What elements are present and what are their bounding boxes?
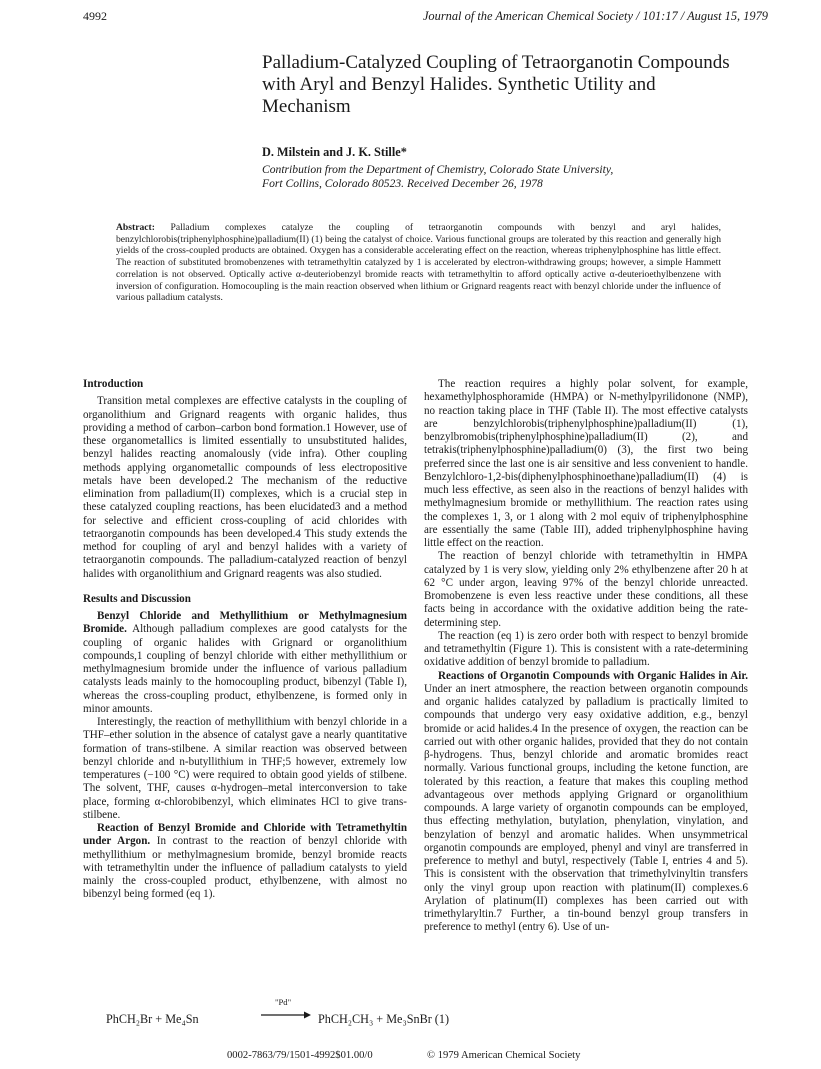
left-paragraph-3: Interestingly, the reaction of methyllithium with benzyl chloride in a THF–ether solution in the absence of catalyst gave a nearly quantitative formation of trans-stilbene. A similar reaction was observed between benzyl chloride and n-butyllithium in THF;5 however, extremely low temperatures (−100 °C) were required to obtain good yields of stilbene. The solvent, THF, causes α-hydrogen–metal interconversion to take place, forming α-chlorobibenzyl, which eliminates HCl to give trans-stilbene.	[83, 716, 407, 821]
affiliation-line-1: Contribution from the Department of Chemistry, Colorado State University,	[262, 163, 614, 176]
intro-paragraph: Transition metal complexes are effective catalysts in the coupling of organolithium and Grignard reagents with organic halides, thus providing a method of carbon–carbon bond formation.1 However, use of these organometallics is limited essentially to unsubstituted halides, benzyl halides reacting anomalously (vide infra). Other coupling methods applying organometallic compounds of less electropositive metals have been developed.2 The mechanism of the reductive elimination from palladium(II) complexes, which is a crucial step in these catalyzed coupling reactions, has been elucidated3 and a method for selective and efficient cross-coupling of acid chlorides with tetraorganotin compounds has been developed.4 This study extends the method for coupling of aryl and benzyl halides with a variety of tetraorganotin compounds. The palladium-catalyzed reaction of benzyl halides with organolithium and Grignard reagents was also studied.	[83, 395, 407, 580]
article-title: Palladium-Catalyzed Coupling of Tetraorganotin Compounds with Aryl and Benzyl Halides. Synthetic Utility and Mechanism	[262, 52, 730, 117]
equation-products: PhCH₂CH₃ + Me₃SnBr (1)	[318, 1012, 450, 1026]
left-column	[83, 378, 407, 902]
journal-header: Journal of the American Chemical Society / 101:17 / August 15, 1979	[422, 9, 768, 23]
paragraph-text: Although palladium complexes are good catalysts for the coupling of organic halides with Grignard or organolithium compounds,1 coupling of benzyl chloride with either methyllithium or methylmagnesium bromide under the influence of various palladium catalysts leads mainly to the homocoupling product, bibenzyl (Table I), whereas the cross-coupling product, ethylbenzene, is formed only in minor amounts.	[83, 623, 407, 715]
right-paragraph-3: The reaction (eq 1) is zero order both with respect to benzyl bromide and tetramethyltin (Figure 1). This is consistent with a rate-determining oxidative addition of benzyl bromide to palladium.	[424, 629, 748, 669]
run-in-heading: Reactions of Organotin Compounds with Organic Halides in Air.	[438, 669, 748, 682]
paragraph-text: Under an inert atmosphere, the reaction between organotin compounds and organic halides catalyzed by palladium is practically limited to compounds that undergo very easy oxidative addition, e.g., benzyl bromide or acid halides.4 In the presence of oxygen, the reaction can be carried out with other organic halides, provided that they do not contain β-hydrogens. Thus, benzyl chloride and aromatic bromides react normally. Various functional groups, including the ketone function, are tolerated by this reaction, a feature that makes this coupling method advantageous over methods applying Grignard or organolithium compounds. A large variety of organotin compounds can be employed, thus effecting methylation, butylation, phenylation, vinylation, and benzylation of benzyl and aromatic halides. When unsymmetrical organotin compounds are employed, phenyl and vinyl are transferred in preference to methyl and butyl, respectively (Table I, entries 4 and 5). This is consistent with the observation that trimethylvinyltin transfers only the vinyl group upon reaction with platinum(II) complexes.6 Arylation of platinum(II) complexes has been carried out with trimethylaryltin.7 Further, a tin-bound benzyl group transfers in preference to methyl (entry 6). Use of un-	[424, 682, 748, 934]
introduction-heading: Introduction	[83, 378, 144, 390]
affiliation	[262, 163, 762, 191]
abstract	[116, 222, 721, 304]
article-authors: D. Milstein and J. K. Stille*	[262, 145, 407, 159]
equation-reactants: PhCH₂Br + Me₄Sn	[106, 1012, 199, 1026]
right-paragraph-1: The reaction requires a highly polar solvent, for example, hexamethylphosphoramide (HMPA) or N-methylpyrilidonone (NMP), no reaction taking place in THF (Table II). The most effective catalysts are benzylchlorobis(triphenylphosphine)palladium(II) (1), benzylbromobis(triphenylphosphine)palladium(II) (2), and tetrakis(triphenylphosphine)palladium(0) (3), the first two being preferred since the last one is air sensitive and less convenient to handle. Benzylchloro-1,2-bis(diphenylphosphinoethane)palladium(II) (4) is much less effective, as seen also in the reactions of benzyl halides with methylmagnesium bromide or methyllithium. The reaction rates using the complexes 1, 3, or 1 along with 2 mol equiv of triphenylphosphine are essentially the same (Table III), added triphenylphosphine having little effect on the reaction.	[424, 378, 748, 549]
equation-catalyst: "Pd"	[275, 997, 292, 1007]
run-in-heading: Benzyl Chloride and Methyllithium or Methylmagnesium Bromide.	[83, 610, 407, 636]
affiliation-line-2: Fort Collins, Colorado 80523. Received December 26, 1978	[262, 177, 543, 190]
reaction-arrow-icon	[261, 1010, 311, 1020]
right-paragraph-2: The reaction of benzyl chloride with tetramethyltin in HMPA catalyzed by 1 is very slow, yielding only 2% ethylbenzene after 20 h at 62 °C under argon, leaving 97% of the benzyl chloride unreacted. Bromobenzene is even less reactive under these conditions, all these facts being in accordance with the oxidative addition being the rate-determining step.	[424, 550, 748, 629]
paragraph-text: In contrast to the reaction of benzyl chloride with methyllithium or methylmagnesium bromide, benzyl bromide reacts with tetramethyltin under the influence of palladium catalysts to yield mainly the cross-coupled product, ethylbenzene, with almost no bibenzyl being formed (eq 1).	[83, 835, 407, 901]
equation-1	[96, 996, 450, 1036]
run-in-heading: Reaction of Benzyl Bromide and Chloride with Tetramethyltin under Argon.	[83, 822, 407, 848]
right-paragraph-4	[424, 670, 748, 935]
abstract-label: Abstract:	[116, 222, 155, 233]
abstract-text: Palladium complexes catalyze the coupling of tetraorganotin compounds with benzyl and aryl halides, benzylchlorobis(triphenylphosphine)palladium(II) (1) being the catalyst of choice. Various functional groups are tolerated by this reaction and generally high yields of the cross-coupled products are obtained. Oxygen has a considerable accelerating effect on the reaction, whereas triphenylphosphine has little effect. The reaction of substituted bromobenzenes with tetramethyltin catalyzed by 1 is accelerated by electron-withdrawing groups; however, a simple Hammett correlation is not observed. Optically active α-deuteriobenzyl bromide reacts with tetramethyltin to afford optically active α-deuterioethylbenzene with inversion of configuration. Homocoupling is the main reaction observed when lithium or Grignard reagents react with benzyl chloride under the influence of various palladium catalysts.	[116, 222, 721, 304]
footer-copyright: © 1979 American Chemical Society	[427, 1050, 581, 1061]
footer-code: 0002-7863/79/1501-4992$01.00/0	[227, 1050, 373, 1061]
left-paragraph-4	[83, 822, 407, 902]
page-number: 4992	[83, 9, 107, 23]
results-heading: Results and Discussion	[83, 592, 191, 605]
right-column	[424, 378, 748, 935]
left-paragraph-2	[83, 610, 407, 716]
